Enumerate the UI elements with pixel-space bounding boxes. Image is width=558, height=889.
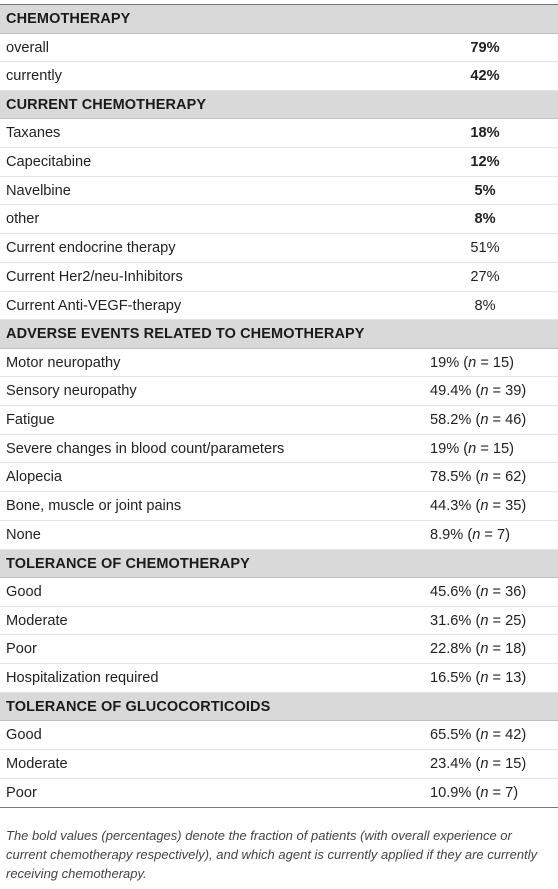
row-value: 44.3% (n = 35) [430, 498, 527, 515]
row-label: currently [6, 68, 62, 85]
row-label: Bone, muscle or joint pains [6, 498, 182, 515]
row-value: 5% [474, 182, 496, 199]
table-row [0, 148, 558, 177]
row-value: 23.4% (n = 15) [430, 755, 527, 772]
n-symbol: n [480, 727, 489, 744]
row-label: Navelbine [6, 182, 71, 199]
row-value: 79% [470, 39, 500, 56]
table-row [0, 292, 558, 321]
row-value: 12% [470, 154, 500, 171]
table-row [0, 607, 558, 636]
table-row [0, 750, 558, 779]
row-label: Moderate [6, 755, 68, 772]
table-row [0, 177, 558, 206]
row-percent: 19% [430, 354, 460, 371]
row-label: other [6, 211, 40, 228]
row-percent: 19% [430, 440, 460, 457]
row-percent: 23.4% [430, 755, 472, 772]
table-row [0, 349, 558, 378]
row-value: 19% (n = 15) [430, 354, 515, 371]
bottom-rule [0, 807, 558, 808]
table-row [0, 521, 558, 550]
n-symbol: n [480, 412, 489, 429]
row-label: Hospitalization required [6, 670, 159, 687]
row-value: 18% [470, 125, 500, 142]
row-percent: 22.8% [430, 641, 472, 658]
row-count: 35 [505, 498, 522, 515]
n-symbol: n [468, 354, 477, 371]
row-percent: 58.2% [430, 412, 472, 429]
row-label: Fatigue [6, 412, 55, 429]
row-value: 45.6% (n = 36) [430, 584, 527, 600]
row-percent: 44.3% [430, 498, 472, 515]
n-symbol: n [480, 584, 489, 600]
row-label: Moderate [6, 612, 68, 629]
row-count: 25 [505, 612, 522, 629]
table-row [0, 234, 558, 263]
row-label: Current Anti-VEGF-therapy [6, 297, 182, 314]
row-count: 46 [505, 412, 522, 429]
row-count: 7 [505, 784, 514, 801]
n-symbol: n [480, 498, 489, 515]
row-count: 13 [505, 670, 522, 687]
row-count: 42 [505, 727, 522, 744]
n-symbol: n [480, 383, 489, 400]
n-symbol: n [480, 612, 489, 629]
n-symbol: n [480, 641, 489, 658]
table-row [0, 779, 558, 808]
table-row [0, 492, 558, 521]
section-header-current-chemotherapy: CURRENT CHEMOTHERAPY [0, 91, 558, 120]
row-value: 51% [470, 240, 500, 257]
row-value: 16.5% (n = 13) [430, 670, 527, 687]
row-percent: 10.9% [430, 784, 472, 801]
row-label: Good [6, 584, 42, 600]
row-value: 8.9% (n = 7) [430, 526, 510, 543]
row-value: 42% [470, 68, 500, 85]
data-table [0, 4, 558, 808]
row-value: 8% [474, 297, 496, 314]
table-row [0, 119, 558, 148]
row-count: 15 [505, 755, 522, 772]
row-label: Current Her2/neu-Inhibitors [6, 268, 183, 285]
n-symbol: n [480, 784, 489, 801]
row-value: 22.8% (n = 18) [430, 641, 527, 658]
row-label: Capecitabine [6, 154, 92, 171]
row-count: 18 [505, 641, 522, 658]
table-row [0, 34, 558, 63]
row-percent: 65.5% [430, 727, 472, 744]
row-label: None [6, 526, 41, 543]
table-row [0, 263, 558, 292]
table-footnote: The bold values (percentages) denote the fraction of patients (with overall experience or current chemotherapy respectively), and which agent is currently applied if they are currently receiving chemotherapy. [6, 828, 538, 881]
table-row [0, 578, 558, 607]
n-symbol: n [480, 670, 489, 687]
row-value: 31.6% (n = 25) [430, 612, 527, 629]
row-value: 65.5% (n = 42) [430, 727, 527, 744]
table-row [0, 435, 558, 464]
row-label: Good [6, 727, 42, 744]
row-count: 15 [492, 354, 510, 371]
n-symbol: n [480, 469, 489, 486]
row-count: 36 [505, 584, 522, 600]
row-value: 19% (n = 15) [430, 440, 515, 457]
row-value: 78.5% (n = 62) [430, 469, 527, 486]
section-header-adverse-events: ADVERSE EVENTS RELATED TO CHEMOTHERAPY [0, 320, 558, 349]
row-percent: 8.9% [430, 526, 464, 543]
row-label: Taxanes [6, 125, 61, 142]
row-label: Alopecia [6, 469, 62, 486]
row-label: overall [6, 39, 49, 56]
section-header-tolerance-glucocorticoids: TOLERANCE OF GLUCOCORTICOIDS [0, 693, 558, 722]
row-label: Severe changes in blood count/parameters [6, 440, 285, 457]
section-header-tolerance-chemotherapy: TOLERANCE OF CHEMOTHERAPY [0, 550, 558, 579]
n-symbol: n [480, 755, 489, 772]
table-row [0, 62, 558, 91]
table-row [0, 635, 558, 664]
row-percent: 16.5% [430, 670, 472, 687]
row-value: 49.4% (n = 39) [430, 383, 527, 400]
row-count: 15 [492, 440, 510, 457]
row-count: 62 [505, 469, 522, 486]
row-percent: 49.4% [430, 383, 472, 400]
row-percent: 78.5% [430, 469, 472, 486]
table-row [0, 463, 558, 492]
row-value: 58.2% (n = 46) [430, 412, 527, 429]
table-row [0, 721, 558, 750]
table-row [0, 205, 558, 234]
table-row [0, 664, 558, 693]
row-value: 8% [474, 211, 496, 228]
row-label: Poor [6, 784, 37, 801]
row-label: Motor neuropathy [6, 354, 121, 371]
row-label: Sensory neuropathy [6, 383, 137, 400]
row-count: 7 [496, 526, 506, 543]
section-header-chemotherapy: CHEMOTHERAPY [0, 5, 558, 34]
row-value: 27% [470, 268, 500, 285]
n-symbol: n [468, 440, 477, 457]
table-row [0, 377, 558, 406]
n-symbol: n [472, 526, 481, 543]
table-row [0, 406, 558, 435]
row-percent: 31.6% [430, 612, 472, 629]
row-value: 10.9% (n = 7) [430, 784, 519, 801]
row-label: Poor [6, 641, 37, 658]
row-label: Current endocrine therapy [6, 240, 176, 257]
row-percent: 45.6% [430, 584, 472, 600]
row-count: 39 [505, 383, 522, 400]
